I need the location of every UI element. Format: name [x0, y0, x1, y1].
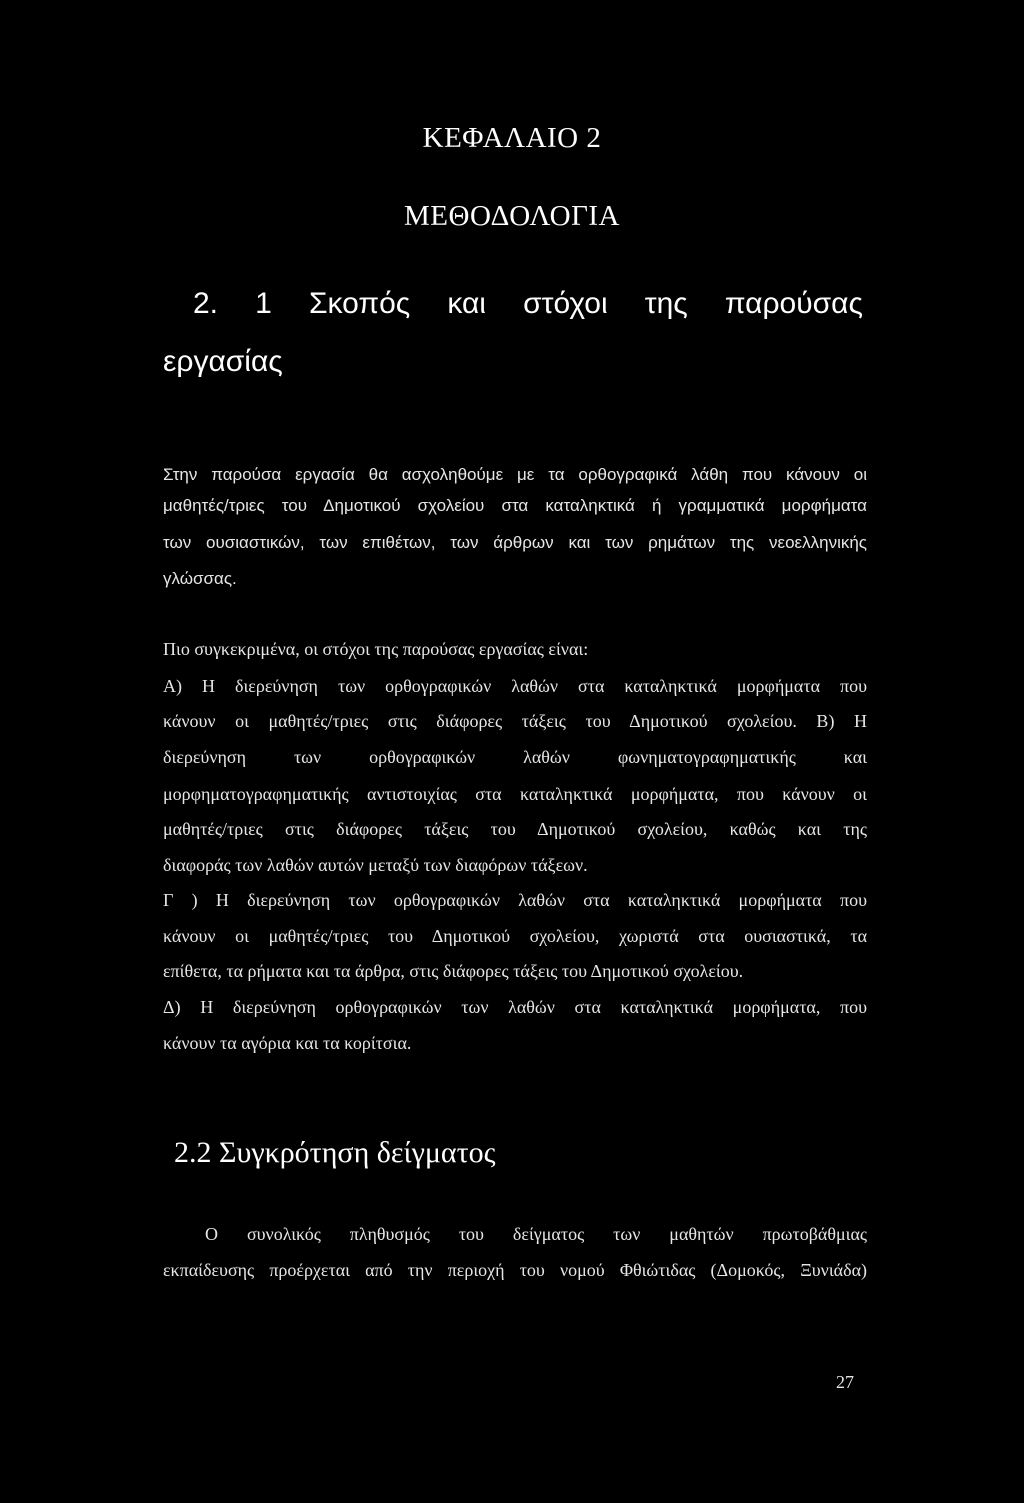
objectives-line: διαφοράς των λαθών αυτών μεταξύ των διαφόρων τάξεων.	[163, 855, 588, 875]
section-heading-word: 2.	[193, 287, 219, 320]
section-heading-word: και	[447, 287, 486, 320]
chapter-heading: ΚΕΦΑΛΑΙΟ 2	[422, 122, 602, 154]
intro-line: Στην παρούσα εργασία θα ασχοληθούμε με τα ορθογραφικά λάθη που κάνουν οι	[163, 465, 867, 484]
objectives-line: κάνουν τα αγόρια και τα κορίτσια.	[163, 1033, 412, 1053]
objectives-line: Δ) Η διερεύνηση ορθογραφικών των λαθών στα καταληκτικά μορφήματα, που	[163, 997, 867, 1017]
objectives-line: Α) Η διερεύνηση των ορθογραφικών λαθών στα καταληκτικά μορφήματα που	[163, 676, 867, 696]
intro-line: των ουσιαστικών, των επιθέτων, των άρθρων και των ρημάτων της νεοελληνικής	[163, 533, 867, 552]
page-number: 27	[836, 1372, 854, 1392]
objectives-line: επίθετα, τα ρήματα και τα άρθρα, στις διάφορες τάξεις του Δημοτικού σχολείου.	[163, 961, 744, 981]
section-heading-word: στόχοι	[523, 287, 608, 320]
objectives-line: κάνουν οι μαθητές/τριες του Δημοτικού σχολείου, χωριστά στα ουσιαστικά, τα	[163, 926, 867, 946]
section-heading-word: Σκοπός	[308, 287, 411, 320]
objectives-line: διερεύνηση των ορθογραφικών λαθών φωνηματογραφηματικής και	[163, 747, 867, 767]
intro-line: μαθητές/τριες του Δημοτικού σχολείου στα καταληκτικά ή γραμματικά μορφήματα	[163, 496, 867, 515]
section-heading-line-2: εργασίας	[163, 345, 283, 378]
chapter-title: ΜΕΘΟΔΟΛΟΓΙΑ	[404, 200, 620, 232]
objectives-intro: Πιο συγκεκριμένα, οι στόχοι της παρούσας εργασίας είναι:	[163, 639, 589, 659]
section-heading	[163, 275, 863, 391]
objectives-line: κάνουν οι μαθητές/τριες στις διάφορες τάξεις του Δημοτικού σχολείου. Β) Η	[163, 711, 867, 731]
objectives-line: μορφηματογραφηματικής αντιστοιχίας στα καταληκτικά μορφήματα, που κάνουν οι	[163, 784, 867, 804]
section-heading-word: της	[644, 287, 688, 320]
section-heading-line-1	[163, 275, 863, 333]
subsection-heading: 2.2 Συγκρότηση δείγματος	[174, 1136, 496, 1169]
objectives-line: Γ ) Η διερεύνηση των ορθογραφικών λαθών στα καταληκτικά μορφήματα που	[163, 890, 867, 910]
sample-paragraph-line: εκπαίδευσης προέρχεται από την περιοχή του νομού Φθιώτιδας (Δομοκός, Ξυνιάδα)	[163, 1260, 867, 1280]
objectives-line: μαθητές/τριες στις διάφορες τάξεις του Δημοτικού σχολείου, καθώς και της	[163, 819, 867, 839]
sample-paragraph-line: Ο συνολικός πληθυσμός του δείγματος των μαθητών πρωτοβάθμιας	[205, 1224, 867, 1244]
section-heading-word: 1	[255, 287, 272, 320]
section-heading-word: παρούσας	[724, 287, 863, 320]
intro-line: γλώσσας.	[163, 569, 237, 588]
